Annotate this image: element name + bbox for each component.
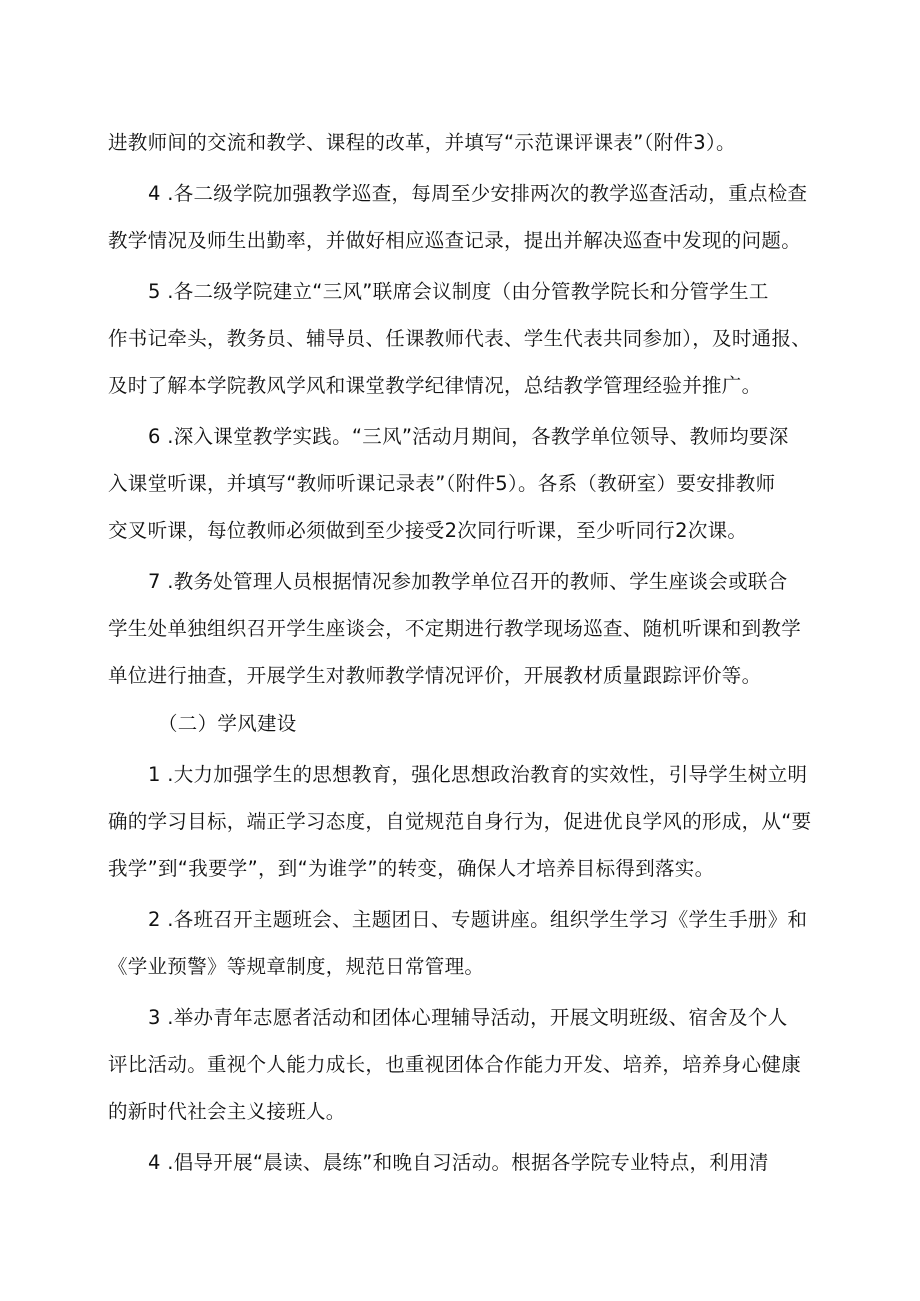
item-5-line: 5 .各二级学院建立“三风”联席会议制度（由分管教学院长和分管学生工: [148, 280, 769, 303]
text-line: 评比活动。重视个人能力成长，也重视团体合作能力开发、培养，培养身心健康: [108, 1053, 802, 1076]
item-4-line: 4 .各二级学院加强教学巡查，每周至少安排两次的教学巡查活动，重点检查: [148, 182, 808, 205]
text-line: 确的学习目标，端正学习态度，自觉规范自身行为，促进优良学风的形成，从“要: [108, 810, 812, 833]
item-2-line: 2 .各班召开主题班会、主题团日、专题讲座。组织学生学习《学生手册》和: [148, 908, 808, 931]
text-line: 单位进行抽查，开展学生对教师教学情况评价，开展教材质量跟踪评价等。: [108, 664, 762, 687]
section-heading: （二）学风建设: [158, 712, 297, 735]
text-line: 入课堂听课，并填写“教师听课记录表”（附件5）。各系（教研室）要安排教师: [108, 472, 776, 495]
item-6-line: 6 .深入课堂教学实践。“三风”活动月期间，各教学单位领导、教师均要深: [148, 425, 789, 448]
text-line: 《学业预警》等规章制度，规范日常管理。: [108, 955, 485, 978]
item-1-line: 1 .大力加强学生的思想教育，强化思想政治教育的实效性，引导学生树立明: [148, 763, 808, 786]
item-4b-line: 4 .倡导开展“晨读、晨练”和晚自习活动。根据各学院专业特点，利用清: [148, 1151, 769, 1174]
text-line: 教学情况及师生出勤率，并做好相应巡查记录，提出并解决巡查中发现的问题。: [108, 229, 802, 252]
text-line: 我学”到“我要学”，到“为谁学”的转变，确保人才培养目标得到落实。: [108, 857, 715, 880]
text-line: 进教师间的交流和教学、课程的改革，并填写“示范课评课表”（附件3）。: [108, 131, 736, 154]
text-line: 学生处单独组织召开学生座谈会，不定期进行教学现场巡查、随机听课和到教学: [108, 617, 802, 640]
text-line: 的新时代社会主义接班人。: [108, 1100, 346, 1123]
text-line: 及时了解本学院教风学风和课堂教学纪律情况，总结教学管理经验并推广。: [108, 374, 762, 397]
text-line: 交叉听课，每位教师必须做到至少接受2次同行听课，至少听同行2次课。: [108, 519, 748, 542]
item-7-line: 7 .教务处管理人员根据情况参加教学单位召开的教师、学生座谈会或联合: [148, 570, 788, 593]
text-line: 作书记牵头，教务员、辅导员、任课教师代表、学生代表共同参加），及时通报、: [108, 327, 812, 350]
item-3-line: 3 .举办青年志愿者活动和团体心理辅导活动，开展文明班级、宿舍及个人: [148, 1006, 788, 1029]
